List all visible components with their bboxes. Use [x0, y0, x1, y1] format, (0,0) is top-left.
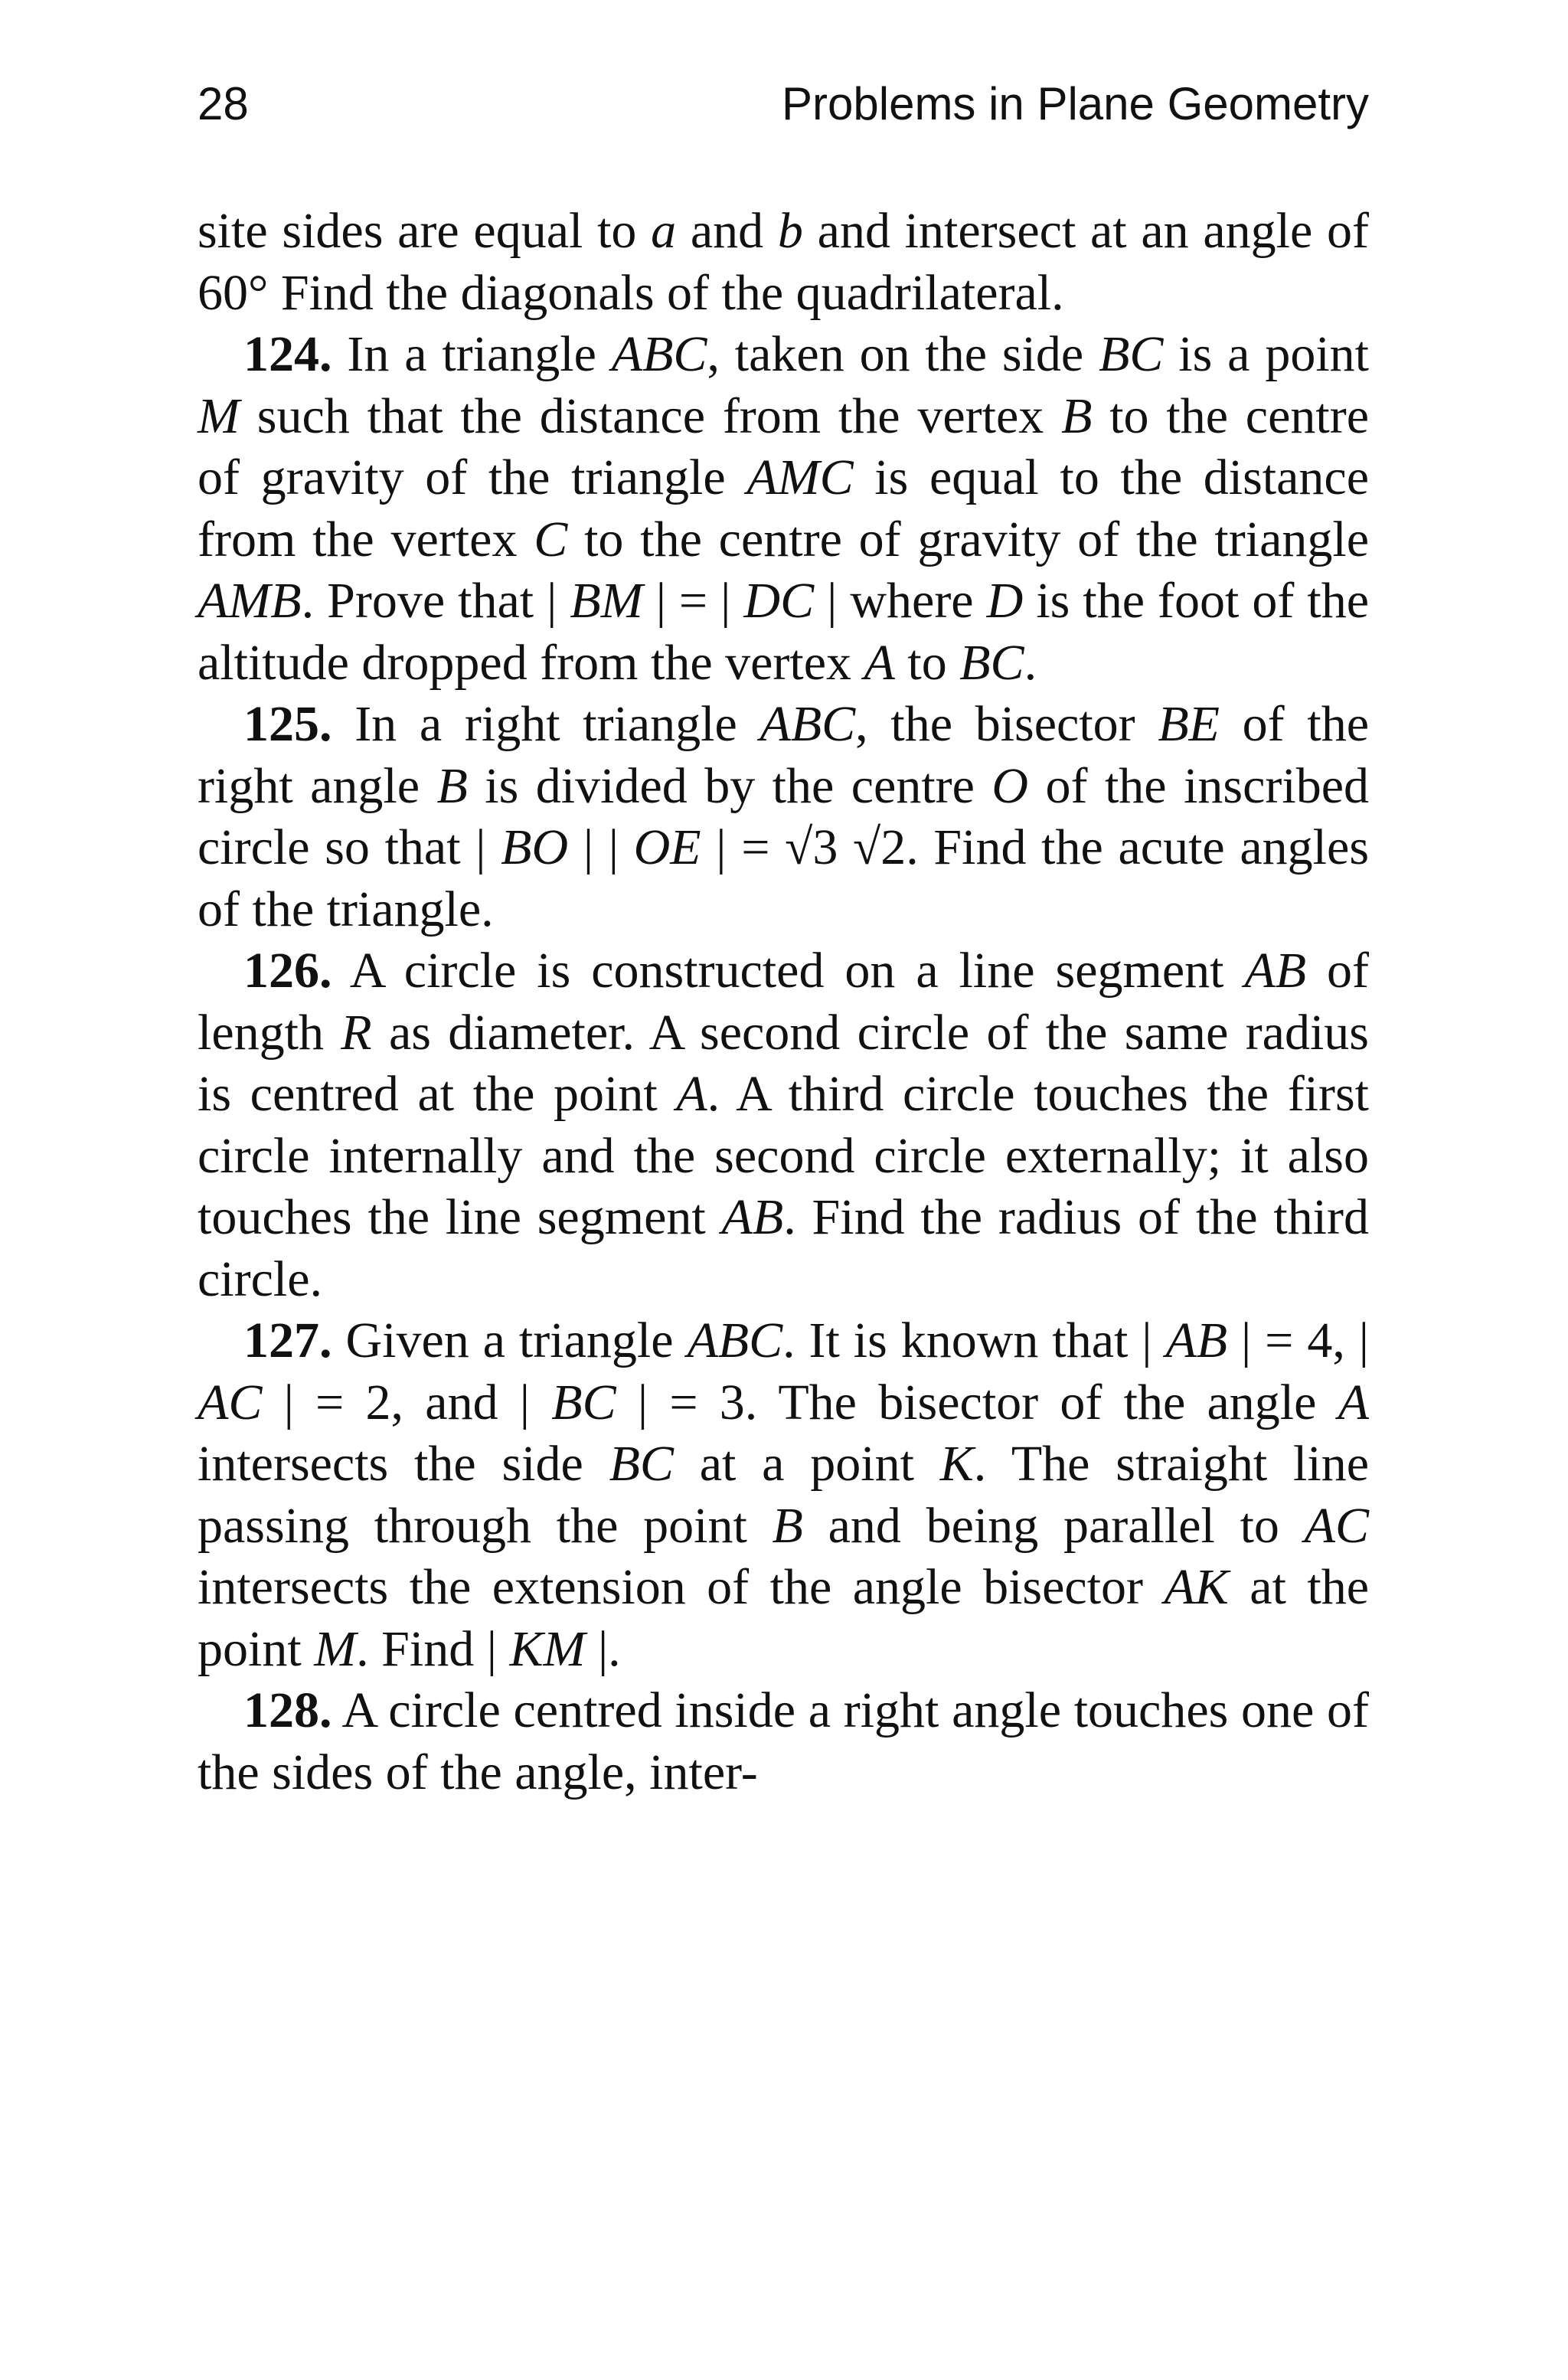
text-run: is a point	[1163, 326, 1369, 382]
math-symbol: A	[1338, 1374, 1369, 1430]
math-symbol: DC	[743, 573, 815, 629]
math-symbol: AC	[198, 1374, 263, 1430]
text-run: |.	[585, 1620, 621, 1677]
math-symbol: AB	[1244, 943, 1307, 999]
math-symbol: AC	[1304, 1497, 1369, 1554]
math-symbol: K	[939, 1436, 974, 1492]
problem-paragraph	[198, 1680, 1369, 1803]
math-symbol: M	[314, 1620, 357, 1677]
problem-number: 124.	[243, 326, 332, 382]
math-symbol: O	[991, 757, 1029, 814]
text-run: of length	[198, 943, 1369, 1061]
math-symbol: AB	[1165, 1313, 1228, 1368]
math-symbol: B	[1061, 387, 1093, 444]
text-run: , taken on the side	[707, 326, 1099, 382]
text-run: . Find |	[356, 1620, 510, 1677]
page-number: 28	[198, 78, 249, 129]
body-text	[198, 201, 1369, 1803]
math-symbol: ABC	[760, 696, 856, 752]
problem-number: 126.	[243, 943, 332, 999]
text-run: as diameter. A second circle of the same radius is centred at the point	[198, 1004, 1369, 1122]
text-run: of the inscribed circle so that |	[198, 757, 1369, 875]
math-symbol: A	[864, 634, 895, 691]
text-run: such that the distance from the vertex	[239, 387, 1062, 444]
text-run: | = |	[642, 573, 744, 629]
math-symbol: BM	[570, 573, 643, 629]
text-run: . A third circle touches the first circle internally and the second circle externally; it also touches the line segment	[198, 1066, 1370, 1245]
math-symbol: AK	[1164, 1559, 1229, 1615]
math-symbol: BO	[501, 819, 569, 875]
text-run: A circle is constructed on a line segment	[332, 943, 1245, 999]
math-symbol: BC	[1099, 326, 1164, 382]
text-run: is divided by the centre	[467, 757, 992, 814]
problem-paragraph	[198, 1310, 1369, 1680]
problem-number: 127.	[243, 1313, 332, 1368]
math-symbol: ABC	[687, 1313, 783, 1368]
problem-paragraph	[198, 324, 1369, 694]
text-run: .	[1024, 634, 1037, 691]
math-symbol: D	[986, 573, 1024, 629]
math-symbol: B	[436, 757, 468, 814]
math-symbol: OE	[633, 819, 701, 875]
text-run: | = 2, and |	[262, 1374, 552, 1430]
text-run: | = 4, |	[1227, 1313, 1369, 1368]
text-run: and intersect at an angle of 60° Find the diagonals of the quadrilateral.	[198, 203, 1369, 321]
problem-number: 125.	[243, 696, 332, 752]
text-run: to	[894, 634, 960, 691]
text-run: and being parallel to	[802, 1497, 1305, 1554]
text-run: In a triangle	[332, 326, 612, 382]
text-run: | = √3 √2. Find the acute angles of the triangle.	[198, 819, 1369, 937]
math-symbol: BE	[1158, 696, 1220, 752]
text-run: to the centre of gravity of the triangle	[567, 511, 1370, 567]
math-symbol: R	[341, 1004, 372, 1061]
math-symbol: AMC	[746, 450, 854, 505]
text-run: is the foot of the altitude dropped from the vertex	[198, 573, 1369, 691]
problem-paragraph	[198, 940, 1369, 1310]
text-run: and	[676, 203, 778, 259]
math-symbol: b	[777, 203, 803, 259]
math-symbol: M	[198, 387, 240, 444]
text-run: . It is known that |	[782, 1313, 1166, 1368]
text-run: of the right angle	[198, 696, 1369, 814]
text-run: . Find the radius of the third circle.	[198, 1189, 1369, 1307]
math-symbol: BC	[959, 634, 1024, 691]
problem-paragraph	[198, 694, 1369, 940]
text-run: . Prove that |	[301, 573, 570, 629]
text-run: at a point	[673, 1436, 940, 1492]
text-run: A circle centred inside a right angle touches one of the sides of the angle, inter-	[198, 1682, 1369, 1800]
text-run: at the point	[198, 1559, 1370, 1677]
math-symbol: C	[534, 511, 568, 567]
text-run: | |	[568, 819, 634, 875]
text-run: . The straight line passing through the point	[198, 1436, 1369, 1554]
text-run: site sides are equal to	[198, 203, 652, 259]
math-symbol: A	[676, 1066, 707, 1122]
text-run: | where	[814, 573, 987, 629]
text-run: intersects the side	[198, 1436, 609, 1492]
problem-number: 128.	[243, 1682, 332, 1738]
text-run: Given a triangle	[332, 1313, 688, 1368]
math-symbol: BC	[551, 1374, 616, 1430]
page-header	[198, 74, 1369, 135]
text-run: is equal to the distance from the vertex	[198, 450, 1369, 567]
continuation-paragraph	[198, 201, 1369, 324]
math-symbol: AMB	[198, 573, 302, 629]
math-symbol: a	[651, 203, 677, 259]
text-run: | = 3. The bisector of the angle	[616, 1374, 1338, 1430]
math-symbol: BC	[609, 1436, 674, 1492]
math-symbol: AB	[721, 1189, 784, 1245]
math-symbol: KM	[509, 1620, 586, 1677]
math-symbol: B	[772, 1497, 803, 1554]
math-symbol: ABC	[611, 326, 707, 382]
text-run: In a right triangle	[332, 696, 760, 752]
text-run: , the bisector	[855, 696, 1158, 752]
text-run: to the centre of gravity of the triangle	[198, 387, 1369, 505]
running-title: Problems in Plane Geometry	[782, 78, 1369, 129]
text-run: intersects the extension of the angle bisector	[198, 1559, 1165, 1615]
